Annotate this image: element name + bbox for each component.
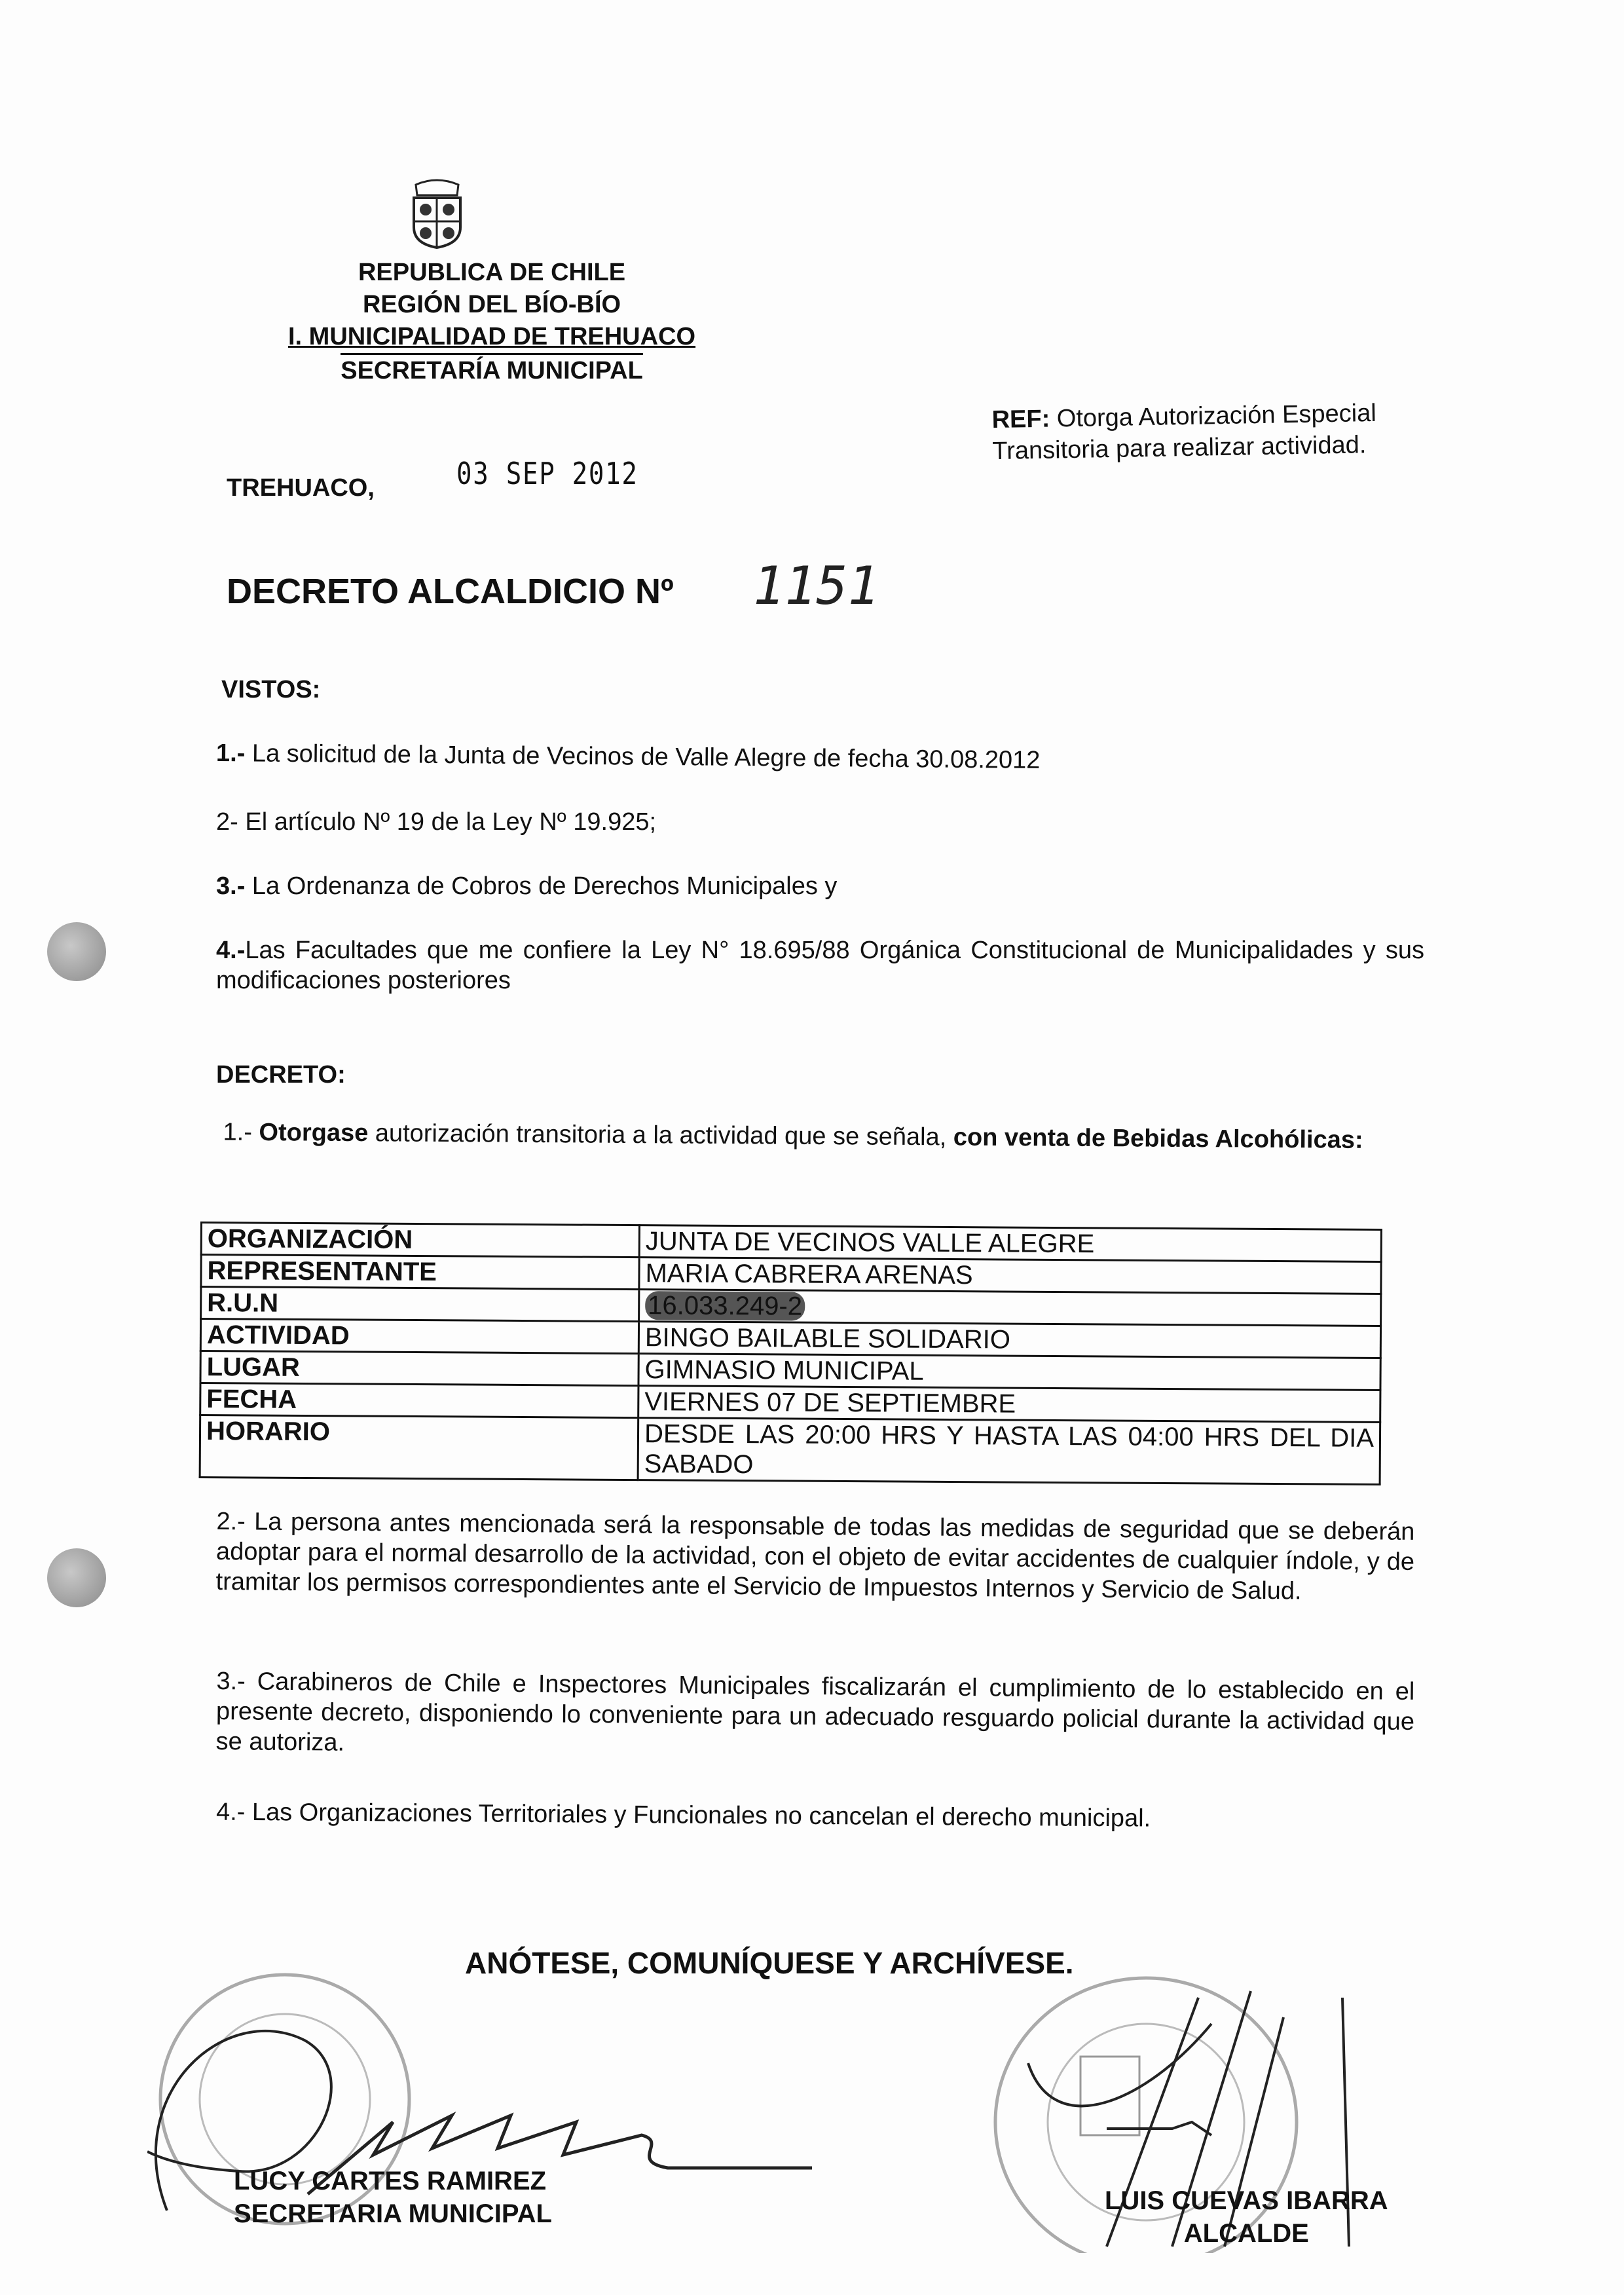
table-row: ORGANIZACIÓN JUNTA DE VECINOS VALLE ALEGRE	[201, 1223, 1381, 1262]
ref-line1: Otorga Autorización Especial	[1056, 399, 1377, 433]
ref-label: REF:	[991, 405, 1050, 434]
country: REPUBLICA DE CHILE	[358, 259, 626, 286]
vistos-item: 3.- La Ordenanza de Cobros de Derechos Municipales y	[216, 872, 838, 900]
table-row: REPRESENTANTE MARIA CABRERA ARENAS	[201, 1255, 1381, 1294]
place: TREHUACO,	[227, 474, 375, 502]
activity-table	[199, 1222, 1382, 1485]
table-row: HORARIO DESDE LAS 20:00 HRS Y HASTA LAS 04:00 HRS DEL DIA SABADO	[200, 1415, 1380, 1485]
secretary-role: SECRETARIA MUNICIPAL	[234, 2199, 552, 2228]
reference	[991, 398, 1377, 467]
signature-block-mayor	[1105, 2184, 1388, 2250]
closing-formula: ANÓTESE, COMUNÍQUESE Y ARCHÍVESE.	[465, 1946, 1074, 1980]
mayor-name: LUIS CUEVAS IBARRA	[1105, 2186, 1388, 2215]
decreto-item-1: 1.- Otorgase autorización transitoria a la actividad que se señala, con venta de Bebidas Alcohólicas:	[223, 1118, 1363, 1154]
decreto-item-4: 4.- Las Organizaciones Territoriales y Funcionales no cancelan el derecho municipal.	[215, 1798, 1151, 1833]
table-row: R.U.N 16.033.249-2	[201, 1287, 1381, 1326]
decreto-item-3: 3.- Carabineros de Chile e Inspectores Municipales fiscalizarán el cumplimiento de lo establecido en el presente decreto, disponiendo lo conveniente para un adecuado resguardo policial durante la actividad que se autoriza.	[215, 1668, 1415, 1757]
vistos-item: 4.-Las Facultades que me confiere la Ley N° 18.695/88 Orgánica Constitucional de Municipalidades y sus modificaciones posteriores	[216, 937, 1424, 994]
decreto-heading: DECRETO:	[216, 1061, 346, 1089]
signature-block-secretary	[234, 2165, 552, 2230]
decree-title: DECRETO ALCALDICIO Nº	[227, 572, 674, 611]
mayor-role: ALCALDE	[1183, 2219, 1309, 2248]
vistos-heading: VISTOS:	[221, 676, 321, 703]
punch-hole	[47, 922, 106, 981]
secretary-name: LUCY CARTES RAMIREZ	[234, 2167, 547, 2195]
coat-of-arms-icon	[406, 178, 468, 250]
date-stamp: 03 SEP 2012	[456, 456, 638, 491]
letterhead	[288, 257, 695, 387]
decree-number: 1151	[753, 555, 879, 616]
run-value: 16.033.249-2	[645, 1291, 805, 1320]
decreto-item-2: 2.- La persona antes mencionada será la responsable de todas las medidas de seguridad que se deberán adoptar para el normal desarrollo de la actividad, con el objeto de evitar accidentes de cualquier índole, y de tramitar los permisos correspondientes ante el Servicio de Impuestos Internos y Servicio de Salud.	[215, 1508, 1415, 1605]
table-row: ACTIVIDAD BINGO BAILABLE SOLIDARIO	[200, 1319, 1380, 1358]
vistos-item: 1.- La solicitud de la Junta de Vecinos de Valle Alegre de fecha 30.08.2012	[215, 739, 1041, 774]
table-row: FECHA VIERNES 07 DE SEPTIEMBRE	[200, 1383, 1380, 1423]
ref-line2: Transitoria para realizar actividad.	[992, 431, 1367, 466]
municipality: I. MUNICIPALIDAD DE TREHUACO	[288, 323, 696, 350]
department: SECRETARÍA MUNICIPAL	[341, 353, 643, 387]
region: REGIÓN DEL BÍO-BÍO	[362, 291, 621, 318]
vistos-item: 2- El artículo Nº 19 de la Ley Nº 19.925;	[216, 808, 657, 836]
table-row: LUGAR GIMNASIO MUNICIPAL	[200, 1351, 1380, 1390]
punch-hole	[47, 1548, 106, 1607]
